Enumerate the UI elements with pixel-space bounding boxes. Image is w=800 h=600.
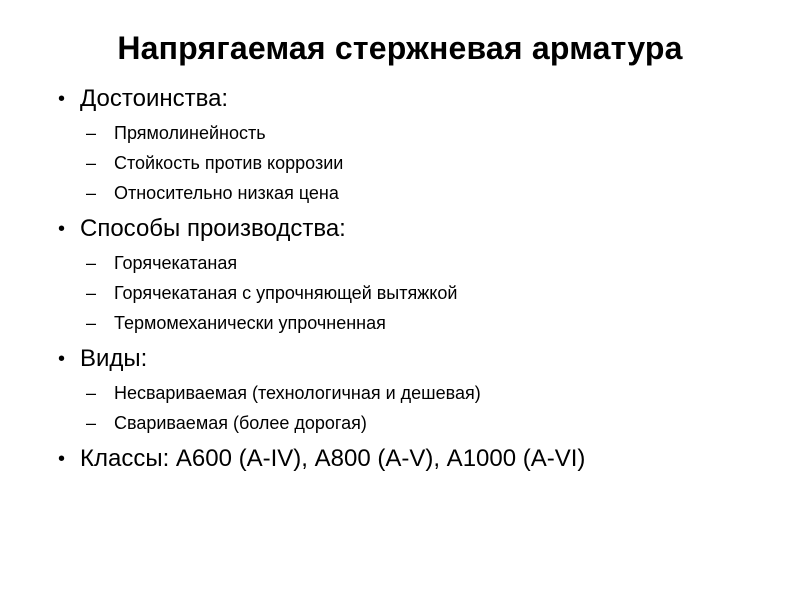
bullet-item-types bbox=[56, 342, 776, 376]
bullet-item-classes bbox=[56, 442, 776, 476]
subitem bbox=[56, 412, 776, 434]
dash-icon: – bbox=[86, 283, 97, 303]
bullet-label: Достоинства: bbox=[80, 85, 229, 112]
subitem-label: Свариваемая (более дорогая) bbox=[114, 413, 367, 433]
bullet-icon: • bbox=[58, 88, 66, 110]
subitem-label: Термомеханически упрочненная bbox=[114, 313, 386, 333]
bullet-icon: • bbox=[58, 448, 66, 470]
bullet-label: Виды: bbox=[80, 345, 148, 372]
dash-icon: – bbox=[86, 413, 97, 433]
sublist-types bbox=[56, 382, 776, 434]
dash-icon: – bbox=[86, 153, 97, 173]
subitem bbox=[56, 152, 776, 174]
dash-icon: – bbox=[86, 313, 97, 333]
subitem-label: Относительно низкая цена bbox=[114, 183, 339, 203]
dash-icon: – bbox=[86, 183, 97, 203]
bullet-label: Классы: А600 (А-IV), А800 (А-V), А1000 (А-VI) bbox=[80, 445, 586, 472]
bullet-icon: • bbox=[58, 348, 66, 370]
subitem bbox=[56, 182, 776, 204]
subitem bbox=[56, 282, 776, 304]
subitem-label: Горячекатаная с упрочняющей вытяжкой bbox=[114, 283, 458, 303]
dash-icon: – bbox=[86, 253, 97, 273]
subitem-label: Горячекатаная bbox=[114, 253, 238, 273]
bullet-icon: • bbox=[58, 218, 66, 240]
subitem-label: Стойкость против коррозии bbox=[114, 153, 344, 173]
dash-icon: – bbox=[86, 123, 97, 143]
subitem bbox=[56, 252, 776, 274]
subitem bbox=[56, 122, 776, 144]
bullet-item-advantages bbox=[56, 82, 776, 116]
subitem-label: Прямолинейность bbox=[114, 123, 266, 143]
subitem bbox=[56, 382, 776, 404]
dash-icon: – bbox=[86, 383, 97, 403]
slide-title: Напрягаемая стержневая арматура bbox=[117, 30, 683, 66]
bullet-item-production-methods bbox=[56, 212, 776, 246]
sublist-advantages bbox=[56, 122, 776, 204]
sublist-production-methods bbox=[56, 252, 776, 334]
bullet-list bbox=[56, 80, 776, 476]
bullet-label: Способы производства: bbox=[80, 215, 346, 242]
subitem-label: Несвариваемая (технологичная и дешевая) bbox=[114, 383, 481, 403]
subitem bbox=[56, 312, 776, 334]
